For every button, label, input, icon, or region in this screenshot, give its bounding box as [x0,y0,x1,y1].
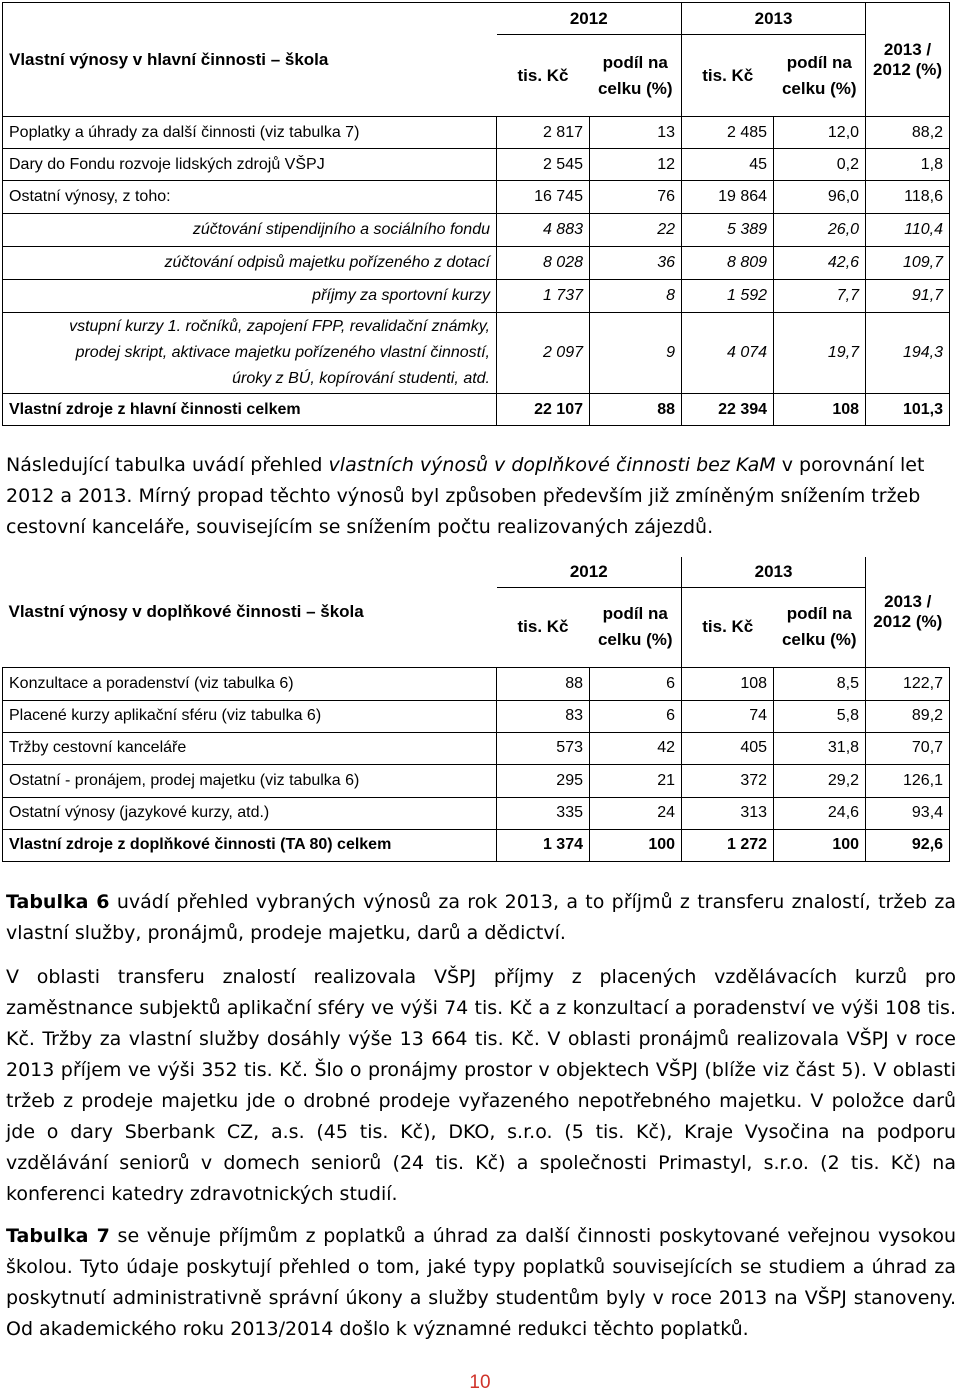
cell-value: 108 [774,394,866,426]
row-label: Tržby cestovní kanceláře [3,732,497,764]
table2-col-tis-2012: tis. Kč [497,587,590,667]
cell-value: 101,3 [866,394,950,426]
cell-value: 21 [590,764,682,797]
table-row [3,214,950,247]
cell-value: 19 864 [682,181,774,214]
cell-value: 4 074 [682,313,774,394]
table-total-row [3,394,950,426]
table-row [3,280,950,313]
cell-value: 110,4 [866,214,950,247]
row-label: příjmy za sportovní kurzy [3,280,497,313]
cell-value: 4 883 [497,214,590,247]
table-row [3,247,950,280]
cell-value: 42 [590,732,682,764]
row-label: vstupní kurzy 1. ročníků, zapojení FPP, revalidační známky, prodej skript, aktivace majetku pořízeného vlastní činností, úroky z BÚ, kopírování studenti, atd. [3,313,497,394]
table-row [3,732,950,764]
table2-title: Vlastní výnosy v doplňkové činnosti – škola [8,601,364,621]
cell-value: 88 [590,394,682,426]
cell-value: 313 [682,797,774,829]
cell-value: 100 [590,829,682,861]
table2-col-podil-2012: podíl na celku (%) [590,587,682,667]
cell-value: 24,6 [774,797,866,829]
row-label: Placené kurzy aplikační sféru (viz tabulka 6) [3,700,497,732]
cell-value: 83 [497,700,590,732]
cell-value: 2 545 [497,149,590,181]
row-label: Vlastní zdroje z hlavní činnosti celkem [3,394,497,426]
table1-col-podil-2013: podíl na celku (%) [774,35,866,117]
table2-ratio-header: 2013 / 2012 (%) [866,557,950,667]
cell-value: 93,4 [866,797,950,829]
text-run-bold: Tabulka 7 [6,1225,110,1247]
cell-value: 108 [682,667,774,700]
table1-year-2013: 2013 [682,3,866,35]
table2-col-tis-2013: tis. Kč [682,587,774,667]
table1-ratio-header: 2013 / 2012 (%) [866,3,950,117]
row-label: Dary do Fondu rozvoje lidských zdrojů VŠPJ [3,149,497,181]
cell-value: 6 [590,700,682,732]
text-run: Následující tabulka uvádí přehled [6,454,329,476]
page-number: 10 [469,1372,491,1393]
cell-value: 122,7 [866,667,950,700]
cell-value: 42,6 [774,247,866,280]
paragraph-table6 [6,887,956,949]
cell-value: 573 [497,732,590,764]
text-run-italic: vlastních výnosů v doplňkové činnosti bez KaM [328,454,776,476]
table-row [3,181,950,214]
table-row [3,117,950,149]
table1-year-2012: 2012 [497,3,682,35]
row-label: Ostatní - pronájem, prodej majetku (viz tabulka 6) [3,764,497,797]
cell-value: 8 [590,280,682,313]
cell-value: 22 [590,214,682,247]
cell-value: 8 809 [682,247,774,280]
cell-value: 45 [682,149,774,181]
cell-value: 1,8 [866,149,950,181]
cell-value: 29,2 [774,764,866,797]
cell-value: 96,0 [774,181,866,214]
row-label: Ostatní výnosy, z toho: [3,181,497,214]
table-total-row [3,829,950,861]
cell-value: 13 [590,117,682,149]
table1-col-podil-2012: podíl na celku (%) [590,35,682,117]
table-row [3,764,950,797]
row-label: zúčtování odpisů majetku pořízeného z dotací [3,247,497,280]
cell-value: 5,8 [774,700,866,732]
text-run: se věnuje příjmům z poplatků a úhrad za další činnosti poskytované veřejnou vysokou školou. Tyto údaje poskytují přehled o tom, jaké typy poplatků souvisejících se studiem a úhrad za poskytnutí administrativně správní úkony a služby studentům byly v roce 2013 na VŠPJ stanoveny. Od akademického roku 2013/2014 došlo k významné redukci těchto poplatků. [6,1225,957,1340]
cell-value: 126,1 [866,764,950,797]
cell-value: 31,8 [774,732,866,764]
cell-value: 88,2 [866,117,950,149]
cell-value: 6 [590,667,682,700]
table-row [3,313,950,394]
cell-value: 7,7 [774,280,866,313]
text-run: v porovnání let 2012 a 2013. Mírný propad těchto výnosů byl způsoben především již zmíněným snížením tržeb cestovní kanceláře, souvisejícím se snížením počtu realizovaných zájezdů. [6,454,925,538]
table-row [3,149,950,181]
cell-value: 70,7 [866,732,950,764]
cell-value: 12,0 [774,117,866,149]
cell-value: 2 097 [497,313,590,394]
row-label: Vlastní zdroje z doplňkové činnosti (TA 80) celkem [3,829,497,861]
cell-value: 74 [682,700,774,732]
cell-value: 5 389 [682,214,774,247]
cell-value: 8,5 [774,667,866,700]
row-label: Poplatky a úhrady za další činnosti (viz tabulka 7) [3,117,497,149]
table-row [3,797,950,829]
cell-value: 295 [497,764,590,797]
table-supplementary-activity [2,557,950,862]
cell-value: 1 737 [497,280,590,313]
table2-year-2012: 2012 [497,557,682,587]
table-main-activity [2,2,950,426]
table-row [3,700,950,732]
cell-value: 109,7 [866,247,950,280]
table1-col-tis-2013: tis. Kč [682,35,774,117]
cell-value: 194,3 [866,313,950,394]
cell-value: 19,7 [774,313,866,394]
table2-year-2013: 2013 [682,557,866,587]
cell-value: 9 [590,313,682,394]
cell-value: 92,6 [866,829,950,861]
table1-title: Vlastní výnosy v hlavní činnosti – škola [3,3,497,117]
cell-value: 405 [682,732,774,764]
cell-value: 91,7 [866,280,950,313]
table1-col-tis-2012: tis. Kč [497,35,590,117]
row-label: Ostatní výnosy (jazykové kurzy, atd.) [3,797,497,829]
cell-value: 1 374 [497,829,590,861]
cell-value: 8 028 [497,247,590,280]
paragraph-knowledge-transfer: V oblasti transferu znalostí realizovala VŠPJ příjmy z placených vzdělávacích kurzů pro zaměstnance subjektů aplikační sféry ve výši 74 tis. Kč a z konzultací a poradenství ve výši 108 tis. Kč. Tržby za vlastní služby dosáhly výše 13 664 tis. Kč. V oblasti pronájmů realizovala VŠPJ v roce 2013 příjem ve výši 352 tis. Kč. Šlo o pronájmy prostor v objektech VŠPJ (blíže viz část 5). V oblasti tržeb z prodeje majetku jde o drobné prodeje vyřazeného nepotřebného majetku. V položce darů jde o dary Sberbank CZ, a.s. (45 tis. Kč), DKO, s.r.o. (5 tis. Kč), Kraje Vysočina na podporu vzdělávání seniorů v domech seniorů (24 tis. Kč) a společnosti Primastyl, s.r.o. (2 tis. Kč) na konferenci katedry zdravotnických studií. [6,966,956,1205]
cell-value: 88 [497,667,590,700]
paragraph-table7 [6,1221,956,1345]
text-run: uvádí přehled vybraných výnosů za rok 2013, a to příjmů z transferu znalostí, tržeb za vlastní služby, pronájmů, prodeje majetku, darů a dědictví. [6,891,956,944]
cell-value: 118,6 [866,181,950,214]
cell-value: 89,2 [866,700,950,732]
row-label: Konzultace a poradenství (viz tabulka 6) [3,667,497,700]
cell-value: 76 [590,181,682,214]
cell-value: 1 592 [682,280,774,313]
cell-value: 24 [590,797,682,829]
row-label: zúčtování stipendijního a sociálního fondu [3,214,497,247]
paragraph-intro-table2 [6,450,956,543]
cell-value: 2 817 [497,117,590,149]
table-row [3,667,950,700]
cell-value: 12 [590,149,682,181]
cell-value: 16 745 [497,181,590,214]
cell-value: 22 107 [497,394,590,426]
table2-col-podil-2013: podíl na celku (%) [774,587,866,667]
cell-value: 2 485 [682,117,774,149]
text-run-bold: Tabulka 6 [6,891,110,913]
cell-value: 1 272 [682,829,774,861]
cell-value: 100 [774,829,866,861]
cell-value: 372 [682,764,774,797]
cell-value: 22 394 [682,394,774,426]
cell-value: 335 [497,797,590,829]
cell-value: 0,2 [774,149,866,181]
cell-value: 36 [590,247,682,280]
cell-value: 26,0 [774,214,866,247]
